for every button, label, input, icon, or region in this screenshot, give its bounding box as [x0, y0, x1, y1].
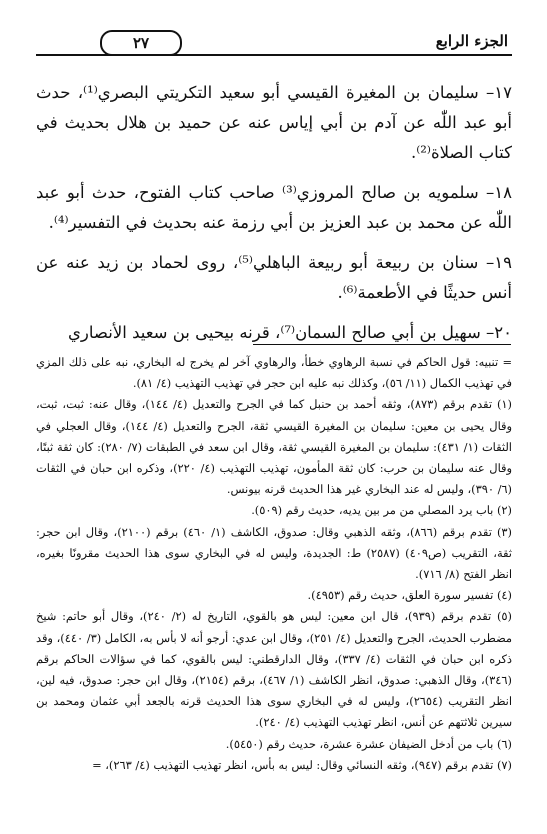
entry-18: ١٨– سلمويه بن صالح المروزي⁽³⁾ صاحب كتاب الفتوح، حدث أبو عبد اللّٰه عن محمد بن عبد العزيز بن أبي رزمة عنه بحديث في التفسير⁽⁴⁾. — [36, 183, 513, 232]
footnote-7: (٧) تقدم برقم (٩٤٧)، وثقه النسائي وقال: ليس به بأس، انظر تهذيب التهذيب (٤/ ٢٦٣)، = — [92, 757, 512, 772]
entry-17: ١٧– سليمان بن المغيرة القيسي أبو سعيد التكريتي البصري⁽¹⁾، حدث أبو عبد اللّٰه عن آدم بن أبي إياس عنه عن حميد بن هلال بحديث في كتاب الصلاة⁽²⁾. — [36, 83, 512, 162]
running-header — [36, 32, 512, 62]
entry-20: ٢٠– سهيل بن أبي صالح السمان⁽⁷⁾، قرنه بيحيى بن سعيد الأنصاري — [68, 323, 512, 342]
footnote-1: (١) تقدم برقم (٨٧٣)، وثقه أحمد بن حنبل كما في الجرح والتعديل (٤/ ١٤٤)، وقال عنه: ثبت، ثبت، وقال يحيى بن معين: سليمان بن المغيرة القيسي ثقة، الجرح والتعديل (٤/ ١٤٤)، وقال العجلي في الثقات (١/ ٤٣١): سليمان بن المغيرة القيسي ثقة، وقال ابن سعد في الطبقات (٧/ ٢٨٠): كان ثقة ثبتًا، وقال عنه سليمان بن حرب: كان ثقة المأمون، تهذيب التهذيب (٤/ ٢٢٠)، وذكره ابن حبان في الثقات (٦/ ٣٩٠)، وليس له عند البخاري غير هذا الحديث قرنه بيونس. — [36, 397, 512, 497]
main-text — [36, 78, 512, 358]
footnote-4: (٤) تفسير سورة العلق، حديث رقم (٤٩٥٣). — [307, 588, 512, 603]
page-number: ٢٧ — [100, 30, 182, 56]
footnotes — [36, 352, 512, 776]
footnote-separator — [253, 344, 511, 345]
footnote-3: (٣) تقدم برقم (٨٦٦)، وثقه الذهبي وقال: صدوق، الكاشف (١/ ٤٦٠) برقم (٢١٠٠)، وقال ابن حجر: ثقة، التقريب (ص٤٠٩) (٢٥٨٧) ط: الجديدة، وليس له في البخاري سوى هذا الحديث مقرونًا بغيره، انظر الفتح (٨/ ٧١٦). — [36, 524, 512, 582]
volume-title: الجزء الرابع — [435, 32, 508, 50]
footnote-5: (٥) تقدم برقم (٩٣٩)، قال ابن معين: ليس هو بالقوي، التاريخ له (٢/ ٢٤٠)، وقال أبو حاتم: شيخ مضطرب الحديث، الجرح والتعديل (٤/ ٢٥١)، وقال ابن عدي: أرجو أنه لا بأس به، الكامل (٣/ ٤٤٠)، وقد ذكره ابن حبان في الثقات (٤/ ٣٣٧)، وقال الدارقطني: ليس بالقوي، كما في سؤالات الحاكم برقم (٣٤٦)، وقال الذهبي: صدوق، انظر الكاشف (١/ ٤٦٧)، برقم (٢١٥٤)، وقال ابن حجر: صدوق، فيه لين، انظر التقريب (٢٦٥٤)، وليس له في البخاري سوى هذا الحديث قرنه بالجعد أبي عثمان ومحمد بن سيرين ثلاثتهم عن أنس، انظر تهذيب التهذيب (٤/ ٢٤٠). — [36, 609, 513, 730]
footnote-2: (٢) باب يرد المصلي من مر بين يديه، حديث رقم (٥٠٩). — [251, 503, 512, 518]
footnote-continuation: = تنبيه: قول الحاكم في نسبة الرهاوي خطأ، والرهاوي آخر لم يخرج له البخاري، نبه على ذلك المزي في تهذيب الكمال (١١/ ٥٦)، وكذلك نبه عليه ابن حجر في تهذيب التهذيب (٤/ ٨١). — [36, 355, 512, 391]
footnote-6: (٦) باب من أدخل الضيفان عشرة عشرة، حديث رقم (٥٤٥٠). — [225, 736, 512, 751]
entry-19: ١٩– سنان بن ربيعة أبو ربيعة الباهلي⁽⁵⁾، روى لحماد بن زيد عنه عن أنس حديثًا في الأطعمة⁽⁶⁾. — [36, 253, 512, 302]
